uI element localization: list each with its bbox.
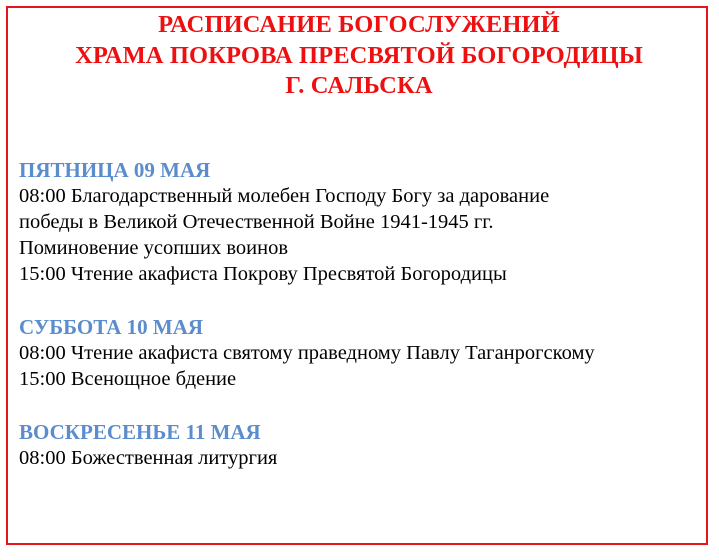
title-line: Г. САЛЬСКА [285, 72, 433, 99]
day-block-saturday [19, 314, 699, 392]
service-line: 15:00 Всенощное бдение [19, 368, 237, 390]
title-line: ХРАМА ПОКРОВА ПРЕСВЯТОЙ БОГОРОДИЦЫ [75, 41, 643, 69]
service-line: победы в Великой Отечественной Войне 1941-1945 гг. [19, 211, 494, 233]
day-heading: СУББОТА 10 МАЯ [19, 315, 204, 339]
schedule-title [6, 10, 712, 102]
service-line: 08:00 Чтение акафиста святому праведному Павлу Таганрогскому [19, 342, 595, 364]
service-line: 08:00 Божественная литургия [19, 447, 278, 469]
day-heading: ПЯТНИЦА 09 МАЯ [19, 158, 211, 182]
title-line: РАСПИСАНИЕ БОГОСЛУЖЕНИЙ [158, 11, 560, 38]
schedule-list [19, 157, 699, 471]
service-line: 15:00 Чтение акафиста Покрову Пресвятой Богородицы [19, 263, 507, 285]
service-line: 08:00 Благодарственный молебен Господу Богу за дарование [19, 185, 550, 207]
day-block-sunday [19, 419, 699, 471]
day-block-friday [19, 157, 699, 287]
service-line: Поминовение усопших воинов [19, 237, 289, 259]
day-heading: ВОСКРЕСЕНЬЕ 11 МАЯ [19, 420, 261, 444]
